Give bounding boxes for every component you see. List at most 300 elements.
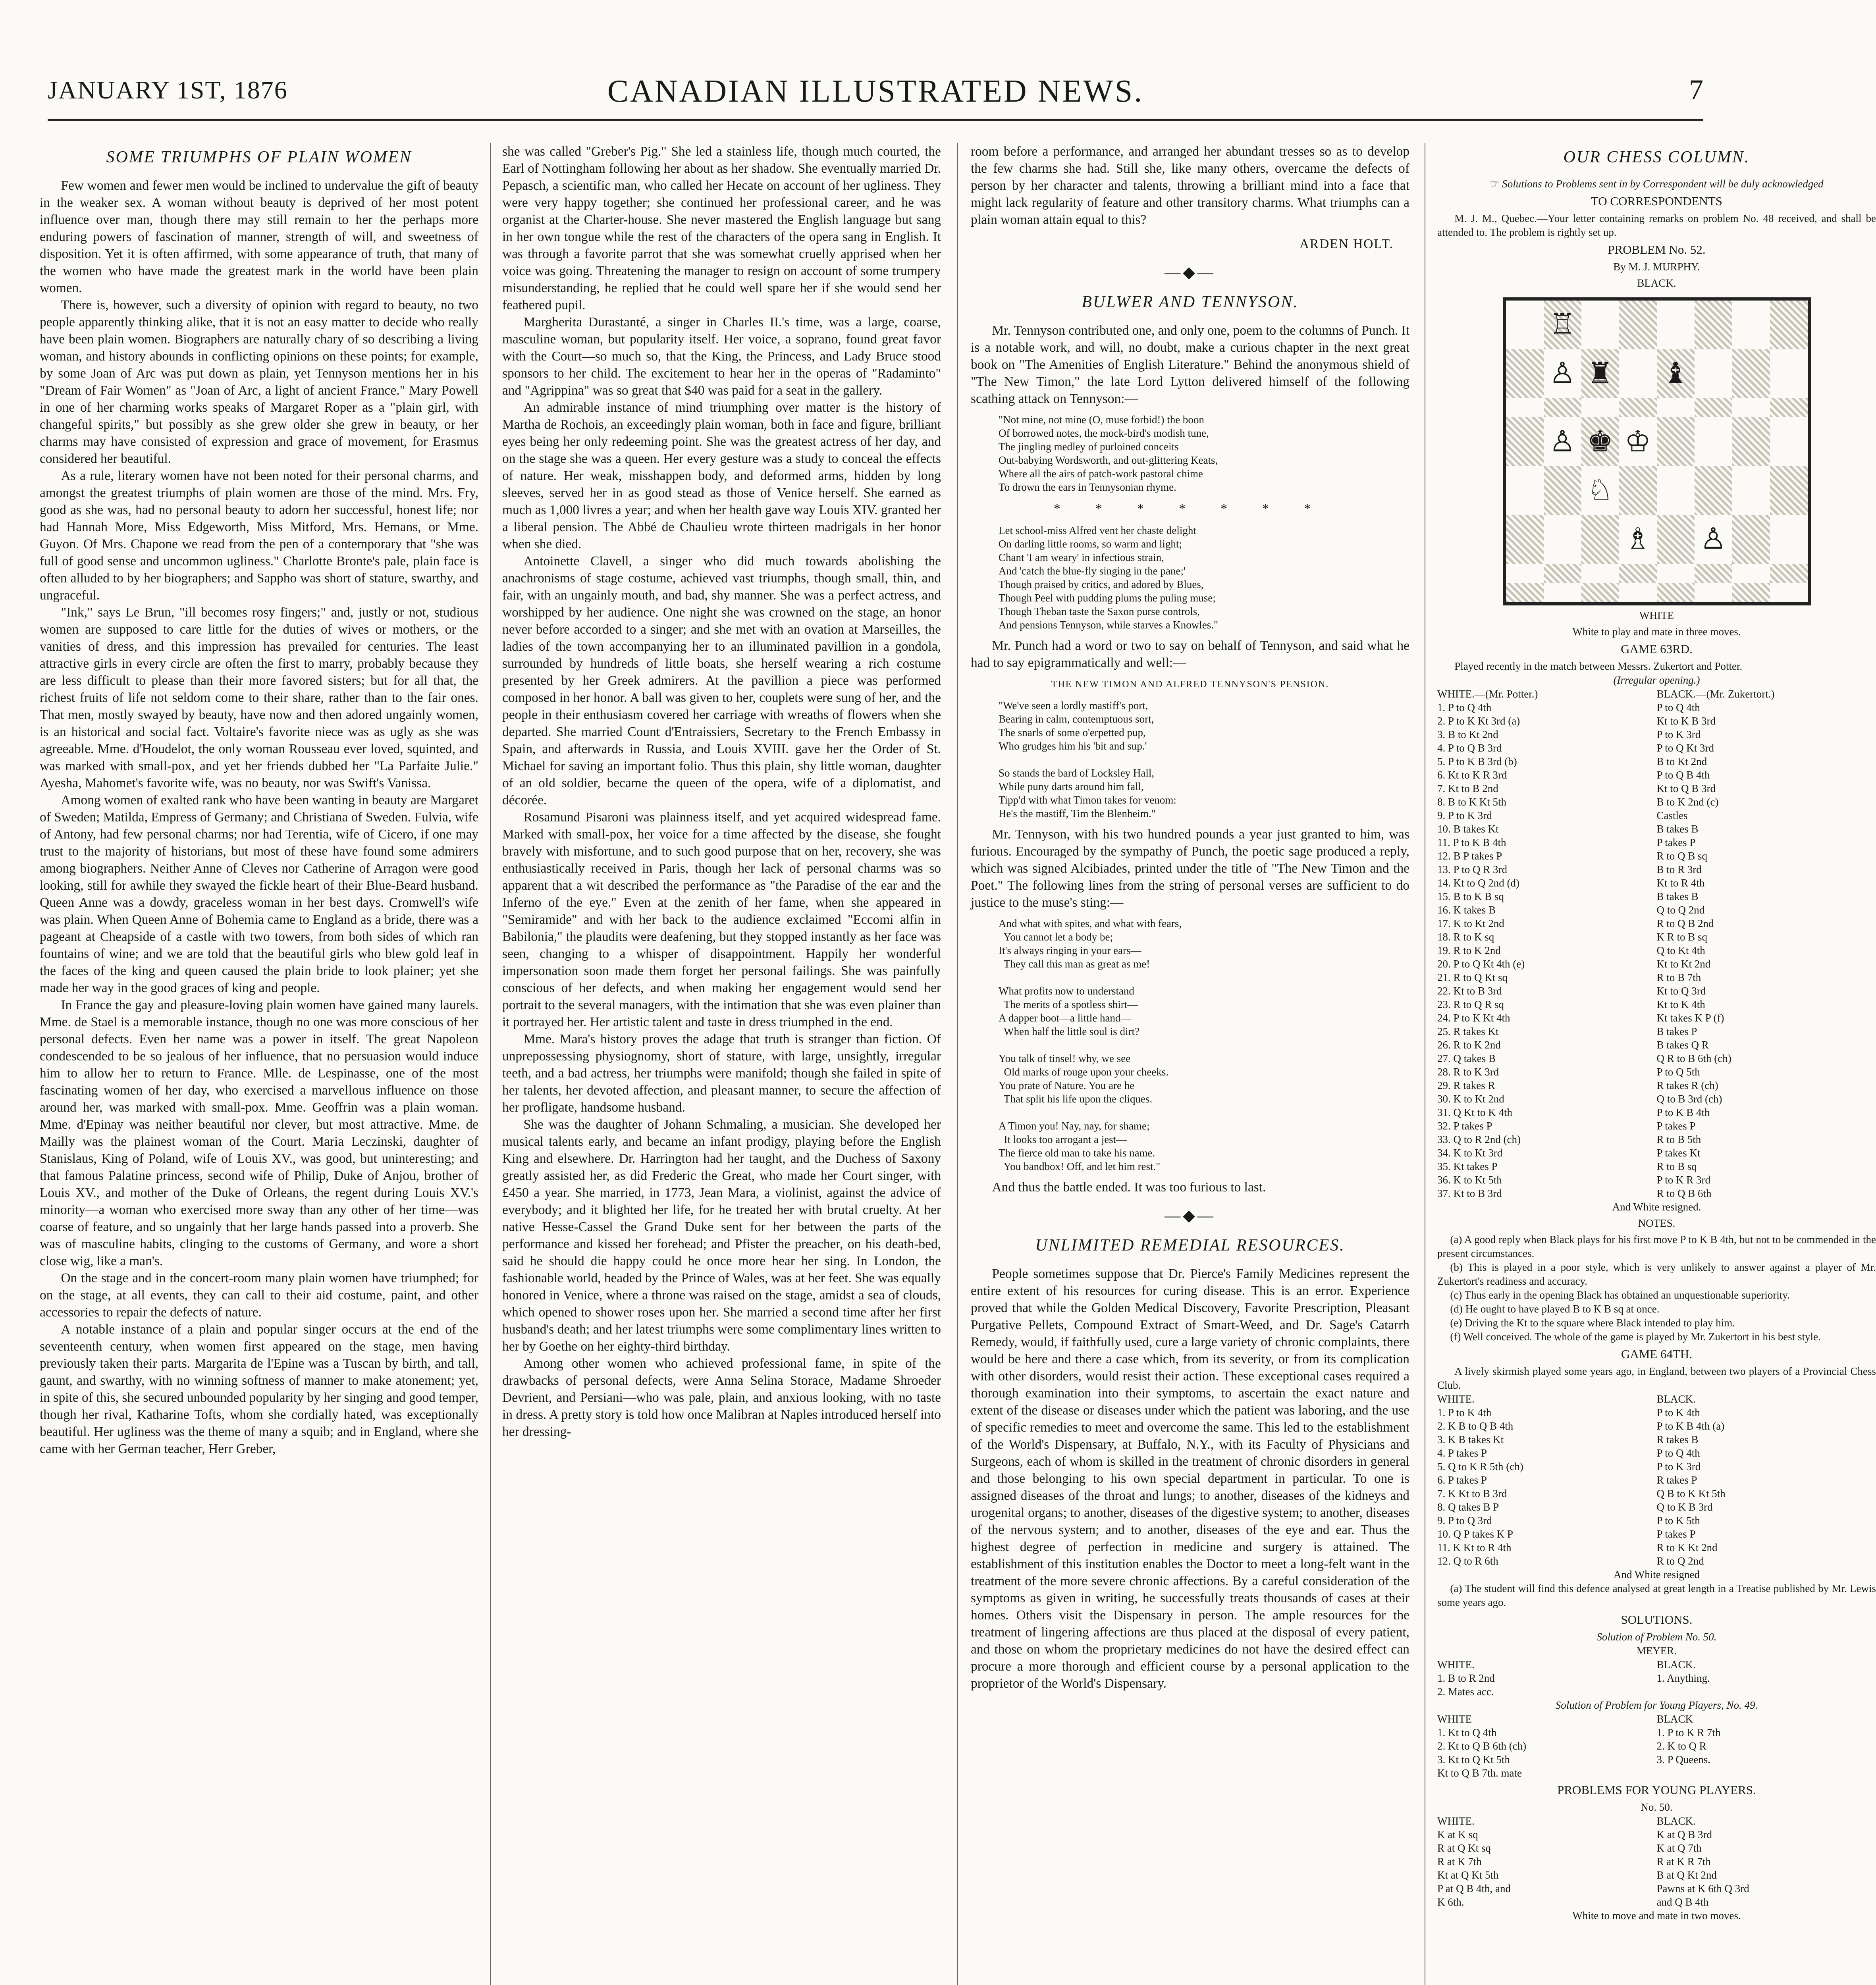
board-square [1657,398,1695,418]
board-square [1506,417,1544,466]
white-move: 30. K to Kt 2nd [1437,1093,1504,1105]
black-move: Kt to K 4th [1656,998,1705,1010]
white-move: 3. B to Kt 2nd [1437,728,1498,740]
board-square [1581,564,1619,583]
column-1 [40,143,478,1985]
chess-piece-square: ♗ [1619,515,1657,564]
paragraph: "Ink," says Le Brun, "ill becomes rosy fingers;" and, justly or not, studious women are supposed to care little for the duties of wives or mothers, or the vanities of dress, and this impression has prevailed for centuries. The least attractive girls in every circle are often the first to marry, probably because they are less difficult to please than their more favored sisters; but for all that, the richest fruits of life not seldom come to their share, rather than to the fair ones. That men, mostly swayed by beauty, have now and then adored ungainly women, is an historical and social fact. Voltaire's favorite niece was as ugly as she was agreeable. Mme. d'Houdelot, the only woman Rousseau ever loved, squinted, and was marked with small-pox, and yet her friends dubbed her "La Parfaite Julie." Ayesha, Mahomet's favorite wife, was no beauty, nor was Swift's Vanissa. [40,605,478,790]
black-move: R takes P [1656,1474,1697,1486]
poem-line: That split his life upon the cliques. [999,1093,1153,1105]
black-move: Pawns at K 6th Q 3rd [1656,1883,1749,1894]
paragraph: she was called "Greber's Pig." She led a stainless life, though much courted, the Earl of Nottingham following her about as her shadow. She eventually married Dr. Pepasch, a scientific man, who called her Hecate on account of her ugliness. They were very happy together; she continued her professional career, and he was organist at the Charter-house. She never mastered the English language but sang in her own tongue while the rest of the characters of the opera sang in English. It was through a favorite parrot that she was somewhat cruelly apprised when her voice was going. Threatening the manager to resign on account of some trumpery misunderstanding, he replied that he could well spare her if she would send her feathered pupil. [502,144,941,312]
black-label: BLACK. [1637,277,1676,289]
black-move: R takes R (ch) [1656,1079,1718,1091]
white-move: 9. P to K 3rd [1437,809,1492,821]
white-move: 18. R to K sq [1437,931,1494,943]
black-move: B takes Q R [1656,1039,1709,1051]
chess-board [1503,297,1811,605]
white-move: 10. Q P takes K P [1437,1528,1514,1540]
black-move: K R to B sq [1656,931,1708,943]
paragraph: Few women and fewer men would be inclined to undervalue the gift of beauty in the weaker sex. A woman without beauty is deprived of her most potent influence over man, though there may still remain to her the perhaps more enduring powers of fascination of manner, strength of will, and sweetness of disposition. Yet it is often affirmed, with some appearance of truth, that many of the women who have made the greatest mark in the world have been plain women. [40,178,478,295]
white-move: R at Q Kt sq [1437,1842,1491,1854]
paragraph: People sometimes suppose that Dr. Pierce's Family Medicines represent the entire extent of his resources for curing disease. This is an error. Experience proved that while the Golden Medical Discovery, Favorite Prescription, Pleasant Purgative Pellets, Compound Extract of Smart-Weed, and Dr. Sage's Catarrh Remedy, would, if faithfully used, cure a large variety of chronic complaints, there would be here and there a case which, from its severity, or from its complication with other disorders, would resist their action. These exceptional cases required a thorough examination into their symptoms, to ascertain the exact nature and extent of the disease or diseases under which the patient was laboring, and the use of specific remedies to meet and overcome the same. This led to the establishment of the World's Dispensary, at Buffalo, N.Y., with its Faculty of Physicians and Surgeons, each of whom is skilled in the treatment of chronic disorders in general and those belonging to his own special department in particular. To one is assigned diseases of the throat and lungs; to another, diseases of the kidneys and urogenital organs; to another, diseases of the digestive system; to another, diseases of the nervous system; and to another, diseases of the eye and ear. Thus the highest degree of perfection in medicine and surgery is attained. The establishment of this institution enables the Doctor to meet a long-felt want in the treatment of the more severe chronic affections. By a careful consideration of the symptoms as given in writing, he successfully treats thousands of cases at their homes. Others visit the Dispensary in person. The ample resources for the treatment of lingering affections are thus placed at the disposal of every patient, and those on whom the proprietary medicines do not have the desired effect can procure a more thorough and efficient course by a personal application to the proprietor of the World's Dispensary. [971,1266,1409,1691]
chess-piece-square: ♙ [1544,349,1581,398]
column-header-white: WHITE. [1437,1659,1475,1671]
board-square [1695,349,1732,398]
paragraph: As a rule, literary women have not been noted for their personal charms, and amongst the greatest triumphs of plain women are those of the mind. Mrs. Fry, good as she was, had no personal beauty to adorn her successful, honest life; nor had Hannah More, Miss Edgeworth, Miss Mitford, Mrs. Hemans, or Mme. Guyon. Of Mrs. Chapone we read from the pen of a contemporary that "she was full of good sense and uncommon ugliness." Charlotte Bronte's pale, plain face is often alluded to by her biographers; and Sappho was short of stature, swarthy, and ungraceful. [40,468,478,603]
poem [999,917,1409,1173]
poem-heading: THE NEW TIMON AND ALFRED TENNYSON'S PENSION. [1051,679,1329,690]
black-move: P takes P [1656,1120,1696,1132]
black-move: P to Q 5th [1656,1066,1700,1078]
board-square [1619,564,1657,583]
black-move: P to Q B 4th [1656,769,1710,781]
board-square [1732,301,1770,349]
board-square [1695,398,1732,418]
black-move: B takes B [1656,823,1699,835]
board-square [1544,398,1581,418]
paragraph: She was the daughter of Johann Schmaling, a musician. She developed her musical talents early, and became an infant prodigy, playing before the English King and elsewhere. Dr. Harrington had her taught, and the Duchess of Saxony greatly assisted her, as did Frederic the Great, who made her Court singer, with £450 a year. She married, in 1773, Jean Mara, a violinist, against the advice of everybody; and it blighted her life, for he treated her with brutal cruelty. At her native Hesse-Cassel the Grand Duke sent for her between the parts of the performance and kissed her forehead; and Pfister the preacher, on his death-bed, said he should die happy could he once more hear her sing. In London, the fashionable world, headed by the Prince of Wales, was at her feet. She was equally honored in Venice, where a throne was raised on the stage, amidst a sea of clouds, which opened to shower roses upon her. She married a second time after her first husband's death; and her latest triumphs were some complimentary lines written to her by Goethe on her eighty-third birthday. [502,1117,941,1354]
newspaper-title: CANADIAN ILLUSTRATED NEWS. [607,74,1144,109]
young-players-title: PROBLEMS FOR YOUNG PLAYERS. [1557,1783,1756,1797]
correspondents-text: M. J. M., Quebec.—Your letter containing remarks on problem No. 48 received, and shall be attended to. The problem is rightly set up. [1437,212,1876,238]
black-move: B takes P [1656,1025,1697,1037]
white-label: WHITE [1639,609,1674,621]
black-move: 1. Anything. [1656,1672,1710,1684]
white-move: 1. B to R 2nd [1437,1672,1495,1684]
white-move: K at K sq [1437,1829,1478,1840]
paragraph: Among women of exalted rank who have been wanting in beauty are Margaret of Sweden; Matilda, Empress of Germany; and Christiana of Sweden. Fulvia, wife of Antony, had few personal charms; nor had Terentia, wife of Cicero, if one may trust to the majority of historians, but most of these have found some admirers among biographers. Neither Anne of Cleves nor Catherine of Arragon were good looking, still for awhile they swayed the fickle heart of their Blue-Beard husband. Queen Anne was a dowdy, graceless woman in her best days. Cromwell's wife was plain. When Queen Anne of Bohemia came to England as a bride, there was a pageant at Cheapside of a castle with two towers, from both sides of which ran fountains of wine; and we are told that the beautiful girls who blew gold leaf in the faces of the king and queen caused the plain bride to look plainer; yet she made her way in the good graces of king and people. [40,793,478,995]
poem-line: You cannot let a body be; [999,931,1113,943]
black-move: K at Q 7th [1656,1842,1702,1854]
young-players-caption: White to move and mate in two moves. [1572,1910,1741,1921]
white-move: 17. K to Kt 2nd [1437,917,1504,929]
article-title: SOME TRIUMPHS OF PLAIN WOMEN [106,148,412,166]
chess-piece-square: ♙ [1695,515,1732,564]
black-move: R to Q 2nd [1656,1555,1704,1567]
board-square [1581,583,1619,602]
black-move: Kt to Kt 2nd [1656,958,1711,970]
notes-title: NOTES. [1638,1217,1675,1229]
white-move: 7. K Kt to B 3rd [1437,1488,1507,1499]
chess-piece-square: ♙ [1544,417,1581,466]
white-move: 11. P to K B 4th [1437,836,1506,848]
board-square [1657,417,1695,466]
poem-line: You talk of tinsel! why, we see [999,1052,1131,1064]
poem-line: Tipp'd with what Timon takes for venom: [999,794,1176,806]
board-square [1544,564,1581,583]
board-square [1732,398,1770,418]
white-move: 4. P takes P [1437,1447,1487,1459]
white-move: 29. R takes R [1437,1079,1495,1091]
game-note: (e) Driving the Kt to the square where Black intended to play him. [1450,1317,1735,1329]
board-square [1581,398,1619,418]
black-move: P to K 3rd [1656,728,1701,740]
poem-line: And pensions Tennyson, while starves a Knowles." [999,619,1219,631]
black-move: 3. P Queens. [1656,1754,1710,1765]
paragraph: And thus the battle ended. It was too furious to last. [992,1180,1266,1195]
board-square [1770,398,1808,418]
black-move: Q to Kt 4th [1656,944,1705,956]
black-move: B to K 2nd (c) [1656,796,1719,808]
problem-caption: White to play and mate in three moves. [1572,626,1741,638]
black-move: R to B 7th [1656,971,1701,983]
white-move: 32. P takes P [1437,1120,1492,1132]
poem-line: While puny darts around him fall, [999,781,1144,792]
board-square [1581,515,1619,564]
white-move: 14. Kt to Q 2nd (d) [1437,877,1519,889]
black-move: P to K 3rd [1656,1461,1701,1472]
poem-line [999,1106,1409,1119]
white-move: 33. Q to R 2nd (ch) [1437,1133,1521,1145]
game-note: (b) This is played in a poor style, which is very unlikely to answer against a player of Mr. Zukertort's readiness and accuracy. [1437,1261,1876,1287]
white-move: 27. Q takes B [1437,1052,1496,1064]
black-move: R to Q B sq [1656,850,1708,862]
paragraph: Among other women who achieved professional fame, in spite of the drawbacks of personal defects, were Anna Selina Storace, Madame Shroeder Devrient, and Persiani—who was pale, plain, and anxious looking, with no taste in dress. A pretty story is told how once Malibran at Naples introduced herself into her dressing- [502,1356,941,1439]
problem-author: By M. J. MURPHY. [1613,261,1700,273]
poem-line: So stands the bard of Locksley Hall, [999,767,1155,779]
board-square [1544,583,1581,602]
white-move: 34. K to Kt 3rd [1437,1147,1503,1159]
white-move: 2. Mates acc. [1437,1686,1494,1698]
black-move: R to Q B 2nd [1656,917,1714,929]
board-square [1770,417,1808,466]
board-square [1619,301,1657,349]
white-move: 37. Kt to B 3rd [1437,1187,1502,1199]
paragraph: Margherita Durastanté, a singer in Charles II.'s time, was a large, coarse, masculine woman, but popularity itself. Her voice, a soprano, found great favor with the Court—so much so, that the King, the Princess, and Lady Bruce stood sponsors to her child. The excitement to hear her in the operas of "Radaminto" and "Agrippina" was so great that $40 was paid for a seat in the gallery. [502,315,941,398]
game-result: And White resigned [1614,1569,1700,1580]
white-move: 3. Kt to Q Kt 5th [1437,1754,1510,1765]
column-2 [502,143,941,1985]
white-move: 12. B P takes P [1437,850,1502,862]
white-move: 26. R to K 2nd [1437,1039,1501,1051]
board-square [1581,301,1619,349]
poem-line: They call this man as great as me! [999,958,1150,970]
white-move: 2. K B to Q B 4th [1437,1420,1514,1432]
board-square [1619,583,1657,602]
pointing-hand-icon: ☞ [1490,178,1500,190]
black-move: P to Q Kt 3rd [1656,742,1714,754]
black-move: Kt to R 4th [1656,877,1705,889]
author-signature: ARDEN HOLT. [1299,237,1394,251]
black-move: R at K R 7th [1656,1856,1711,1867]
board-square [1619,466,1657,515]
chess-piece-square: ♝ [1657,349,1695,398]
board-square [1657,564,1695,583]
game-title: GAME 64TH. [1621,1347,1693,1361]
board-square [1506,583,1544,602]
black-move: P takes P [1656,836,1696,848]
paragraph: Mme. Mara's history proves the adage that truth is stranger than fiction. Of unprepossessing physiognomy, short of stature, with large, unsightly, irregular teeth, and a bad actress, her triumphs were manifold; though she failed in spite of her talents, her devoted affection, and pleasant manner, to secure the affection of her profligate, handsome husband. [502,1032,941,1115]
poem [999,524,1409,632]
column-header-white: WHITE. [1437,1393,1475,1405]
black-move: Q B to K Kt 5th [1656,1488,1726,1499]
poem-line [999,971,1409,984]
problem-title: PROBLEM No. 52. [1608,243,1706,256]
black-move: 2. K to Q R [1656,1740,1706,1752]
paragraph: Mr. Tennyson contributed one, and only one, poem to the columns of Punch. It is a notable work, and will, no doubt, make a curious chapter in the next great book on "The Amenities of English Literature." Behind the anonymous shield of "The New Timon," the late Lord Lytton delivered himself of the following scathing attack on Tennyson:— [971,323,1409,406]
black-move: Kt takes K P (f) [1656,1012,1724,1024]
white-move: 2. P to K Kt 3rd (a) [1437,715,1520,727]
game-notes [1437,1233,1876,1344]
board-square [1657,583,1695,602]
paragraph: There is, however, such a diversity of opinion with regard to beauty, no two people apparently thinking alike, that it is not an easy matter to decide who really have been plain women. Biographers are naturally chary of so describing a living woman, and history abounds in conflicting opinions on these points; for example, by some Joan of Arc was put down as plain, yet Tennyson mentions her in his "Dream of Fair Women" as "Joan of Arc, a light of ancient France." Mary Powell in one of her charming works speaks of Margaret Roper as a "plain girl, with changeful spirits," but possibly as she grew older she grew in beauty, or her charms may have consisted of expression and grace of movement, for Erasmus considered her beautiful. [40,298,478,466]
poem-line: Though praised by critics, and adored by Blues, [999,578,1204,590]
board-square [1770,301,1808,349]
black-move: R to Q B 6th [1656,1187,1712,1199]
masthead [48,60,1703,121]
game-intro: Played recently in the match between Messrs. Zukertort and Potter. [1454,660,1743,672]
poem-line: You bandbox! Off, and let him rest." [999,1160,1161,1172]
black-move: Q R to B 6th (ch) [1656,1052,1731,1064]
game-moves [1437,1392,1876,1568]
poem-line: Who grudges him his 'bit and sup.' [999,740,1147,752]
white-move: Kt at Q Kt 5th [1437,1869,1499,1881]
black-move: Kt to Q 3rd [1656,985,1706,997]
black-move: R takes B [1656,1434,1699,1445]
white-move: 25. R takes Kt [1437,1025,1499,1037]
black-move: K at Q B 3rd [1656,1829,1712,1840]
white-move: 28. R to K 3rd [1437,1066,1499,1078]
white-move: 13. P to Q R 3rd [1437,863,1508,875]
column-header-black: BLACK. [1656,1393,1696,1405]
white-move: 21. R to Q Kt sq [1437,971,1508,983]
poem [999,413,1409,494]
column-rule [957,143,958,1985]
white-move: 9. P to Q 3rd [1437,1515,1492,1526]
board-square [1544,515,1581,564]
poem-line: And what with spites, and what with fears, [999,917,1182,929]
chess-piece-square: ♜ [1581,349,1619,398]
board-square [1657,466,1695,515]
poem [999,699,1409,820]
black-move: and Q B 4th [1656,1896,1709,1908]
poem-line: And 'catch the blue-fly singing in the pane;' [999,565,1186,577]
poem-line: Bearing in calm, contemptuous sort, [999,713,1154,725]
page-number: 7 [1689,74,1703,106]
white-move: 7. Kt to B 2nd [1437,782,1498,794]
board-square [1506,466,1544,515]
black-move: R to B 5th [1656,1133,1701,1145]
correspondents-heading: TO CORRESPONDENTS [1591,194,1722,208]
black-move: R to B sq [1656,1160,1697,1172]
chess-note [1437,177,1876,191]
chess-column-title: OUR CHESS COLUMN. [1563,148,1750,166]
article-title: BULWER AND TENNYSON. [1082,293,1299,311]
solution-title: Solution of Problem No. 50. [1596,1631,1717,1643]
board-square [1770,349,1808,398]
game-title: GAME 63RD. [1621,642,1693,656]
paragraph: In France the gay and pleasure-loving plain women have gained many laurels. Mme. de Stael is a memorable instance, though no one was more conscious of her personal defects. Even her name was a power in itself. The great Napoleon condescended to be so jealous of her influence, that no persuasion would induce him to allow her to return to France. Mlle. de Lespinasse, one of the most fascinating women of her day, who exercised a marvellous influence on those around her, was marked with small-pox. Mme. Geoffrin was a plain woman. Mme. d'Epinay was neither beautiful nor clever, but most attractive. Mme. de Mailly was the plainest woman of the Court. Maria Leczinski, daughter of Stanislaus, King of Poland, wife of Louis XV., was good, but uninteresting; and that famous Palatine princess, second wife of Philip, Duke of Anjou, brother of Louis XV., and mother of the Duke of Orleans, the regent during Louis XV.'s minority—a woman who exercised more sway than any other of her time—was coarse of feature, and so ungainly that her large hands passed into a proverb. She was of masculine habits, clinging to the customs of Germany, and wore a short close wig, like a man's. [40,998,478,1268]
white-move: 2. Kt to Q B 6th (ch) [1437,1740,1527,1752]
white-move: 22. Kt to B 3rd [1437,985,1502,997]
white-move: 35. Kt takes P [1437,1160,1498,1172]
white-move: 1. P to Q 4th [1437,701,1492,713]
black-move: R to K Kt 2nd [1656,1542,1718,1553]
white-move: 1. P to K 4th [1437,1407,1492,1418]
white-move: 6. P takes P [1437,1474,1487,1486]
chess-piece-square: ♚ [1581,417,1619,466]
column-header-black: BLACK. [1656,1659,1696,1671]
white-move: 3. K B takes Kt [1437,1434,1504,1445]
column-rule [490,143,491,1985]
solution-moves [1437,1712,1876,1780]
black-move: P to K 4th [1656,1407,1700,1418]
column-3 [971,143,1409,1985]
game-note: (f) Well conceived. The whole of the game is played by Mr. Zukertort in his best style. [1450,1331,1821,1343]
asterism: * * * * * * * [1054,501,1327,516]
poem-line: You prate of Nature. You are he [999,1079,1135,1091]
white-move: 19. R to K 2nd [1437,944,1501,956]
board-square [1506,349,1544,398]
white-move: 5. P to K B 3rd (b) [1437,755,1517,767]
poem-line: To drown the ears in Tennysonian rhyme. [999,481,1176,493]
black-move: P to K 5th [1656,1515,1700,1526]
column-4-chess [1437,143,1876,1985]
poem-line: What profits now to understand [999,985,1134,997]
white-move: 5. Q to K R 5th (ch) [1437,1461,1523,1472]
solution-author: MEYER. [1636,1645,1677,1657]
black-move: Q to B 3rd (ch) [1656,1093,1722,1105]
poem-line: A Timon you! Nay, nay, for shame; [999,1120,1150,1132]
white-move: 31. Q Kt to K 4th [1437,1106,1512,1118]
black-move: Q to K B 3rd [1656,1501,1713,1513]
game-opening: (Irregular opening.) [1613,674,1700,686]
board-square [1695,564,1732,583]
section-divider: —◆— [1165,1206,1216,1224]
board-square [1770,466,1808,515]
board-square [1619,398,1657,418]
board-square [1732,583,1770,602]
poem-line: The merits of a spotless shirt— [999,998,1138,1010]
white-move: 10. B takes Kt [1437,823,1499,835]
poem-line: "We've seen a lordly mastiff's port, [999,700,1148,711]
paragraph: A notable instance of a plain and popular singer occurs at the end of the seventeenth century, when women first appeared on the stage, men having previously taken their parts. Margarita de l'Epine was a Tuscan by birth, and tall, gaunt, and swarthy, with no winning softness of manner to make atonement; yet, in spite of this, she secured unbounded popularity by her singing and good temper, though her rival, Katharine Tofts, whom she cordially hated, was exceptionally beautiful. Her ugliness was the theme of many a squib; and in England, where she came with her German teacher, Herr Greber, [40,1322,478,1456]
black-move: P to K B 4th (a) [1656,1420,1725,1432]
chess-piece-square: ♔ [1619,417,1657,466]
column-header-white: WHITE [1437,1713,1472,1725]
paragraph: Rosamund Pisaroni was plainness itself, and yet acquired widespread fame. Marked with small-pox, her voice for a time affected by the disease, she fought bravely with misfortune, and to such good purpose that on her, recovery, she was enthusiastically received in Paris, though her lack of personal charms was so apparent that a wit described the performance as "the Paradise of the ear and the Inferno of the eye." Even at the zenith of her fame, when she appeared in "Semiramide" and with her back to the audience exclaimed "Eccomi alfin in Babilonia," the plaudits were deafening, but they stopped instantly as her face was seen, changing to a whisper of disappointment. Happily her wonderful impersonation soon made them forget her personal failings. She was painfully conscious of her defects, and when making her engagement would send her portrait to the several managers, with the intimation that she was even plainer than it portrayed her. Her artistic talent and taste in dress triumphed in the end. [502,810,941,1029]
black-move: P takes P [1656,1528,1696,1540]
black-move: P takes Kt [1656,1147,1701,1159]
black-move: B at Q Kt 2nd [1656,1869,1717,1881]
chess-note-text: Solutions to Problems sent in by Correspondent will be duly acknowledged [1502,178,1824,190]
white-move: Kt to Q B 7th. mate [1437,1767,1522,1779]
column-header-black: BLACK. [1656,1815,1696,1827]
young-players-number: No. 50. [1641,1801,1673,1813]
black-move: Q to Q 2nd [1656,904,1705,916]
white-move: 24. P to K Kt 4th [1437,1012,1510,1024]
column-header-white: WHITE.—(Mr. Potter.) [1437,688,1538,700]
white-move: K 6th. [1437,1896,1464,1908]
white-move: 20. P to Q Kt 4th (e) [1437,958,1525,970]
poem-line: The snarls of some o'erpetted pup, [999,727,1146,738]
solutions-title: SOLUTIONS. [1621,1613,1693,1627]
poem-line: The fierce old man to take his name. [999,1147,1155,1159]
issue-date: JANUARY 1ST, 1876 [48,76,288,104]
black-move [1657,1685,1876,1698]
solution-title: Solution of Problem for Young Players, No. 49. [1555,1699,1758,1711]
game-note: (a) The student will find this defence analysed at great length in a Treatise published by Mr. Lewis some years ago. [1437,1582,1876,1608]
section-divider: —◆— [1165,263,1216,281]
poem-line: Chant 'I am weary' in infectious strain, [999,551,1164,563]
poem-line [999,1038,1409,1052]
poem-line: Though Theban taste the Saxon purse controls, [999,605,1200,617]
article-title: UNLIMITED REMEDIAL RESOURCES. [1035,1236,1345,1255]
poem-line: Though Peel with pudding plums the puling muse; [999,592,1216,604]
board-square [1770,564,1808,583]
black-move: Kt to K B 3rd [1656,715,1716,727]
white-move: 23. R to Q R sq [1437,998,1504,1010]
white-move: 6. Kt to K R 3rd [1437,769,1507,781]
black-move: B to R 3rd [1656,863,1702,875]
young-players-position [1437,1814,1876,1909]
paragraph: Antoinette Clavell, a singer who did much towards abolishing the anachronisms of stage costume, achieved vast triumphs, though small, thin, and fair, with an ungainly mouth, and bad, shy manner. She was a perfect actress, and worshipped by her audience. One night she was crowned on the stage, an honor never before accorded to a singer; and she met with an ovation at Marseilles, the ladies of the town accompanying her to an illuminated pavillion in a gondola, surrounded by hundreds of little boats, she herself wearing a rich costume presented by her Greek admirers. At the pavillion a piece was performed composed in her honor. A ball was given to her, couplets were sung of her, and the people in their enthusiasm covered her carriage with wreaths of flowers when she departed. She married Count d'Entraissiers, Secretary to the French Embassy in Spain, and afterwards in Russia, and Louis XVIII. gave her the Order of St. Michael for saving an important folio. Thus this plain, shy little woman, daughter of an old soldier, became the queen of the opera, wife of a diplomatist, and décorée. [502,554,941,807]
black-move: P to Q 4th [1656,1447,1700,1459]
board-square [1732,349,1770,398]
board-square [1695,466,1732,515]
column-header-black: BLACK [1656,1713,1693,1725]
black-move: 1. P to K R 7th [1656,1727,1721,1738]
board-square [1732,417,1770,466]
paragraph: On the stage and in the concert-room many plain women have triumphed; for on the stage, at all events, they can call to their aid costume, paint, and other accessories to repair the defects of nature. [40,1271,478,1320]
black-move: B to Kt 2nd [1656,755,1707,767]
paragraph: Mr. Tennyson, with his two hundred pounds a year just granted to him, was furious. Encouraged by the sympathy of Punch, the poetic sage produced a reply, which was signed Alcibiades, printed under the title of "The New Timon and the Poet." The following lines from the string of personal verses are sufficient to do justice to the muse's sting:— [971,827,1409,910]
poem-line: The jingling medley of purloined conceits [999,441,1179,453]
game-moves [1437,687,1876,1200]
black-move: P to K R 3rd [1656,1174,1711,1186]
board-square [1770,583,1808,602]
game-note: (d) He ought to have played B to K B sq at once. [1450,1303,1660,1315]
poem-line: On darling little rooms, so warm and light; [999,538,1182,550]
white-move: 11. K Kt to R 4th [1437,1542,1512,1553]
poem-line [999,753,1409,766]
board-square [1506,301,1544,349]
white-move: 12. Q to R 6th [1437,1555,1498,1567]
poem-line: Old marks of rouge upon your cheeks. [999,1066,1169,1078]
board-square [1506,564,1544,583]
paragraph: room before a performance, and arranged her abundant tresses so as to develop the few charms she had. Still she, like many others, overcame the defects of person by her character and talents, throwing a brilliant mind into a face that might lack regularity of feature and other transitory charms. What triumphs can a plain woman attain equal to this? [971,144,1409,227]
paragraph: Mr. Punch had a word or two to say on behalf of Tennyson, and said what he had to say epigrammatically and well:— [971,638,1409,670]
poem-line: A dapper boot—a little hand— [999,1012,1132,1024]
board-square [1695,417,1732,466]
board-square [1657,301,1695,349]
column-header-black: BLACK.—(Mr. Zukertort.) [1656,688,1775,700]
white-move: P at Q B 4th, and [1437,1883,1511,1894]
game-result: And White resigned. [1612,1201,1701,1213]
poem-line: Of borrowed notes, the mock-bird's modish tune, [999,427,1209,439]
board-square [1544,466,1581,515]
poem-line: It looks too arrogant a jest— [999,1133,1127,1145]
chess-piece-square: ♘ [1581,466,1619,515]
poem-line: Where all the airs of patch-work pastoral chime [999,468,1203,480]
board-square [1732,564,1770,583]
white-move: 8. B to K Kt 5th [1437,796,1507,808]
poem-line: Let school-miss Alfred vent her chaste delight [999,524,1196,536]
poem-line: It's always ringing in your ears— [999,944,1141,956]
board-square [1770,515,1808,564]
column-header-white: WHITE. [1437,1815,1475,1827]
black-move: P to Q 4th [1656,701,1700,713]
black-move: P to K B 4th [1656,1106,1710,1118]
poem-line: When half the little soul is dirt? [999,1025,1139,1037]
chess-piece-square: ♖ [1544,301,1581,349]
white-move: R at K 7th [1437,1856,1482,1867]
black-move [1657,1766,1876,1780]
black-move: Castles [1656,809,1688,821]
white-move: 1. Kt to Q 4th [1437,1727,1497,1738]
game-note: (c) Thus early in the opening Black has obtained an unquestionable superiority. [1450,1289,1790,1301]
